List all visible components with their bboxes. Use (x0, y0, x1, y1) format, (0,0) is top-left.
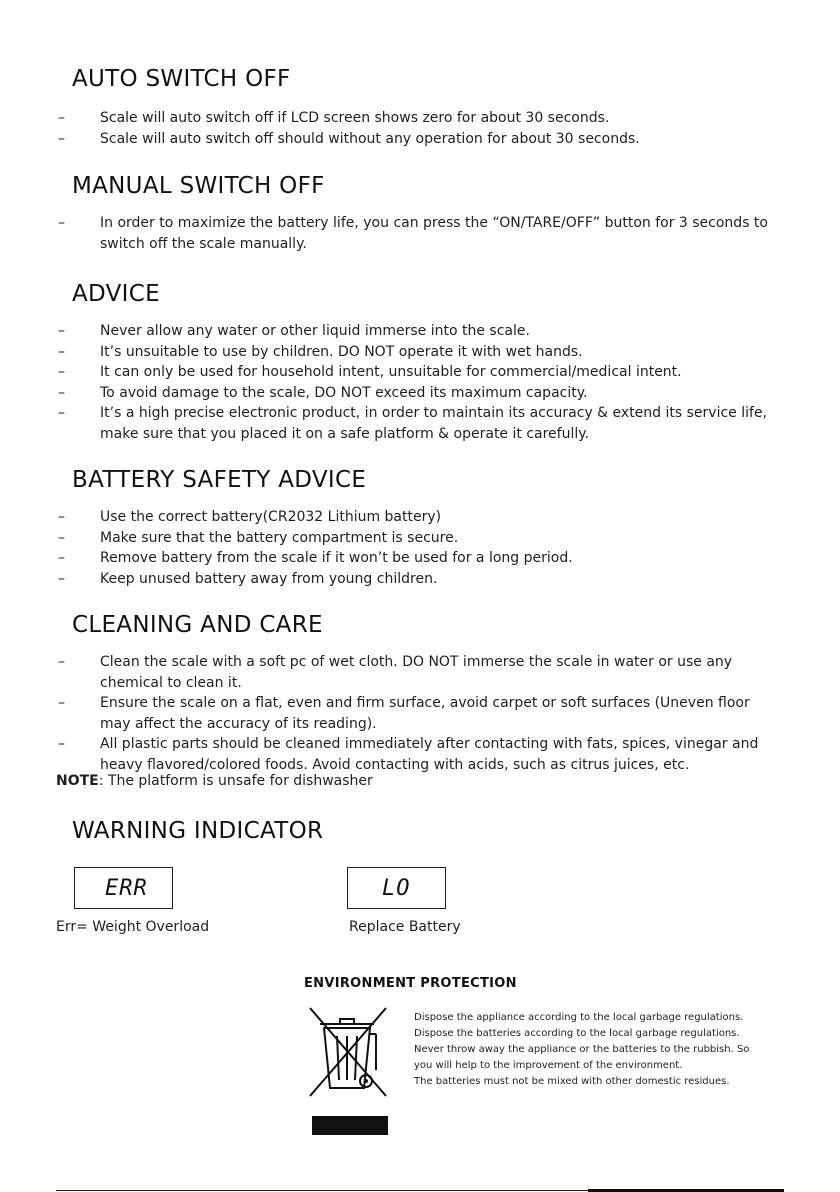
manual-switch-off-heading: MANUAL SWITCH OFF (72, 173, 325, 199)
dash-bullet: – (58, 215, 65, 231)
list-item: – Ensure the scale on a flat, even and firm surface, avoid carpet or soft surfaces (Uneven floor may affect the accuracy of its reading). (58, 695, 750, 732)
warning-section (72, 818, 772, 844)
manual-switch-off-list (58, 213, 772, 254)
list-item: – All plastic parts should be cleaned immediately after contacting with fats, spices, vinegar and heavy flavored/colored foods. Avoid contacting with acids, such as citrus juices, etc. (58, 736, 759, 773)
dash-bullet: – (58, 550, 65, 566)
dash-bullet: – (58, 509, 65, 525)
cleaning-heading: CLEANING AND CARE (72, 612, 323, 638)
dash-bullet: – (58, 323, 65, 339)
auto-switch-off-list (58, 108, 772, 149)
environment-line: The batteries must not be mixed with other domestic residues. (414, 1076, 730, 1087)
dash-bullet: – (58, 110, 65, 126)
lo-caption: Replace Battery (349, 919, 461, 935)
list-item: – Use the correct battery(CR2032 Lithium battery) (72, 507, 772, 528)
cleaning-list (58, 652, 782, 775)
battery-safety-list (58, 507, 772, 589)
list-item: – It’s unsuitable to use by children. DO NOT operate it with wet hands. (72, 342, 772, 363)
environment-line: Dispose the batteries according to the local garbage regulations. (414, 1028, 740, 1039)
warning-heading: WARNING INDICATOR (72, 818, 324, 844)
cleaning-section (58, 612, 782, 775)
crossed-out-bin-icon (304, 1000, 390, 1136)
dash-bullet: – (58, 736, 65, 752)
environment-text (414, 1010, 774, 1090)
list-item: – To avoid damage to the scale, DO NOT exceed its maximum capacity. (72, 383, 772, 404)
auto-switch-off-heading: AUTO SWITCH OFF (72, 66, 291, 92)
advice-list (58, 321, 772, 444)
err-caption: Err= Weight Overload (56, 919, 210, 935)
dash-bullet: – (58, 529, 65, 546)
environment-line: Never throw away the appliance or the batteries to the rubbish. So (414, 1044, 750, 1055)
list-item: – Make sure that the battery compartment is secure. (72, 528, 772, 549)
note-text: : The platform is unsafe for dishwasher (98, 773, 373, 789)
manual-switch-off-section (58, 173, 772, 254)
note-label: NOTE (56, 773, 99, 789)
advice-heading: ADVICE (72, 281, 160, 307)
dash-bullet: – (58, 695, 65, 711)
dash-bullet: – (58, 343, 65, 360)
list-item: – Never allow any water or other liquid immerse into the scale. (72, 321, 772, 342)
dash-bullet: – (58, 364, 65, 380)
dash-bullet: – (58, 130, 65, 147)
advice-section (58, 281, 772, 444)
environment-line: you will help to the improvement of the environment. (414, 1060, 683, 1071)
list-item: – In order to maximize the battery life, you can press the “ON/TARE/OFF” button for 3 seconds to switch off the scale manually. (58, 215, 768, 252)
environment-heading: ENVIRONMENT PROTECTION (304, 976, 517, 991)
battery-safety-section (58, 467, 772, 589)
auto-switch-off-section (58, 66, 772, 149)
err-display-text: ERR (105, 876, 148, 901)
list-item: – Clean the scale with a soft pc of wet cloth. DO NOT immerse the scale in water or use any chemical to clean it. (58, 654, 733, 691)
list-item: – Scale will auto switch off if LCD screen shows zero for about 30 seconds. (72, 108, 772, 129)
list-item: – Keep unused battery away from young children. (72, 569, 772, 590)
err-lcd-display (74, 867, 173, 909)
list-item: – It’s a high precise electronic product, in order to maintain its accuracy & extend its service life, make sure that you placed it on a safe platform & operate it carefully. (58, 405, 768, 442)
lo-display-text: LO (382, 876, 411, 901)
cleaning-note (56, 771, 373, 791)
list-item: – Scale will auto switch off should without any operation for about 30 seconds. (72, 129, 772, 150)
dash-bullet: – (58, 570, 65, 587)
lo-lcd-display (347, 867, 446, 909)
dash-bullet: – (58, 405, 65, 421)
dash-bullet: – (58, 654, 65, 670)
list-item: – It can only be used for household intent, unsuitable for commercial/medical intent. (72, 362, 772, 383)
list-item: – Remove battery from the scale if it won’t be used for a long period. (72, 548, 772, 569)
environment-line: Dispose the appliance according to the local garbage regulations. (414, 1012, 744, 1023)
battery-safety-heading: BATTERY SAFETY ADVICE (72, 467, 367, 493)
dash-bullet: – (58, 384, 65, 401)
